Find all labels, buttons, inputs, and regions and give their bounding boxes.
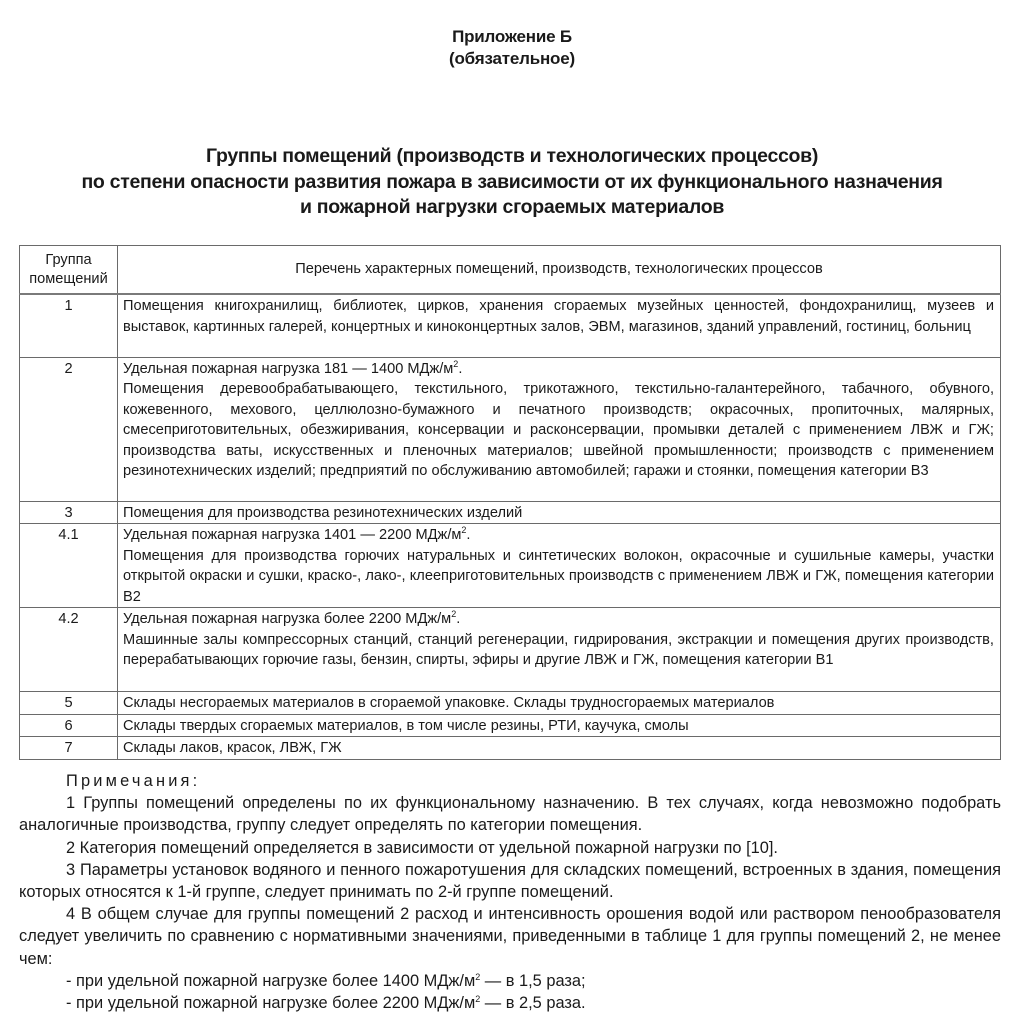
group-number: 6 bbox=[20, 714, 118, 737]
note-4-bullet-1: - при удельной пожарной нагрузке более 1400 МДж/$м^2$ — в 1,5 раза; bbox=[66, 971, 586, 990]
fire-load-line: Удельная пожарная нагрузка более 2200 МДж/$м^2$. bbox=[123, 609, 461, 627]
group-description bbox=[118, 357, 1001, 501]
note-4: 4 В общем случае для группы помещений 2 расход и интенсивность орошения водой или раствором пенообразователя следует увеличить по сравнению с нормативными значениями, приведенными в таблице 1 для группы помещений 2, не менее чем: bbox=[19, 905, 1001, 968]
notes-title: Примечания: bbox=[66, 772, 201, 790]
group-number: 3 bbox=[20, 501, 118, 524]
table-row bbox=[20, 294, 1001, 357]
group-description bbox=[118, 692, 1001, 715]
group-description bbox=[118, 714, 1001, 737]
description-text: Помещения для производства резинотехнических изделий bbox=[123, 504, 523, 521]
group-description bbox=[118, 501, 1001, 524]
document-title bbox=[0, 144, 1024, 221]
description-text: Помещения книгохранилищ, библиотек, цирков, хранения сгораемых музейных ценностей, фондохранилищ, музеев и выставок, картинных галерей, концертных и киноконцертных залов, ЭВМ, магазинов, зданий управлений, гостиниц, больниц bbox=[123, 298, 994, 335]
group-number: 7 bbox=[20, 737, 118, 760]
group-number: 1 bbox=[20, 294, 118, 357]
group-description bbox=[118, 608, 1001, 692]
appendix-label: Приложение Б bbox=[452, 27, 572, 46]
table-row bbox=[20, 501, 1001, 524]
description-text: Склады несгораемых материалов в сгораемой упаковке. Склады трудносгораемых материалов bbox=[123, 695, 775, 711]
description-text: Помещения для производства горючих натуральных и синтетических волокон, окрасочные и сушильные камеры, участки открытой окраски и сушки, краско-, лако-, клееприготовительных производств с применением ЛВЖ и ГЖ, помещения категории В2 bbox=[123, 547, 994, 605]
title-line-2: по степени опасности развития пожара в зависимости от их функционального назначения bbox=[81, 170, 943, 193]
table-row bbox=[20, 608, 1001, 692]
group-description bbox=[118, 294, 1001, 357]
description-text: Склады твердых сгораемых материалов, в том числе резины, РТИ, каучука, смолы bbox=[123, 717, 689, 734]
header-group bbox=[20, 246, 118, 295]
table-header-row bbox=[20, 246, 1001, 295]
table-row bbox=[20, 524, 1001, 608]
appendix-status: (обязательное) bbox=[449, 49, 575, 68]
group-description bbox=[118, 524, 1001, 608]
note-2: 2 Категория помещений определяется в зависимости от удельной пожарной нагрузки по [10]. bbox=[66, 838, 778, 857]
notes-section bbox=[19, 770, 1001, 1014]
table-row bbox=[20, 357, 1001, 501]
group-description bbox=[118, 737, 1001, 760]
title-line-3: и пожарной нагрузки сгораемых материалов bbox=[299, 196, 725, 218]
room-groups-table bbox=[19, 245, 1001, 760]
title-line-1: Группы помещений (производств и технологических процессов) bbox=[205, 145, 819, 167]
group-number: 5 bbox=[20, 692, 118, 715]
header-group-line-2: помещений bbox=[29, 270, 108, 287]
note-1: 1 Группы помещений определены по их функциональному назначению. В тех случаях, когда невозможно подобрать аналогичные производства, группу следует определять по категории помещения. bbox=[19, 794, 1001, 835]
table-row bbox=[20, 714, 1001, 737]
table-row bbox=[20, 692, 1001, 715]
description-text: Склады лаков, красок, ЛВЖ, ГЖ bbox=[123, 740, 342, 756]
table-row bbox=[20, 737, 1001, 760]
group-number: 4.2 bbox=[20, 608, 118, 692]
note-3: 3 Параметры установок водяного и пенного пожаротушения для складских помещений, встроенных в здания, помещения которых относятся к 1-й группе, следует принимать по 2-й группе помещений. bbox=[19, 860, 1001, 902]
description-text: Машинные залы компрессорных станций, станций регенерации, гидрирования, экстракции и помещения других производств, перерабатывающих горючие газы, бензин, спирты, эфиры и другие ЛВЖ и ГЖ, помещения категории В1 bbox=[123, 631, 994, 668]
fire-load-line: Удельная пожарная нагрузка 181 — 1400 МДж/$м^2$. bbox=[123, 358, 463, 377]
group-number: 2 bbox=[20, 357, 118, 501]
header-group-line-1: Группа bbox=[45, 252, 92, 268]
header-list: Перечень характерных помещений, производств, технологических процессов bbox=[118, 246, 1001, 295]
description-text: Помещения деревообрабатывающего, текстильного, трикотажного, текстильно-галантерейного, табачного, обувного, кожевенного, мехового, целлюлозно-бумажного и печатного производств; окрасочных, пропиточных, малярных, смесеприготовительных, обезжиривания, консервации и расконсервации, промывки деталей с применением ЛВЖ и ГЖ; производства ваты, искусственных и пленочных материалов; швейной промышленности; производств с применением резинотехнических изделий; предприятий по обслуживанию автомобилей; гаражи и стоянки, помещения категории В3 bbox=[123, 381, 994, 479]
appendix-heading bbox=[0, 26, 1024, 70]
group-number: 4.1 bbox=[20, 524, 118, 608]
fire-load-line: Удельная пожарная нагрузка 1401 — 2200 МДж/$м^2$. bbox=[123, 525, 471, 543]
note-4-bullet-2: - при удельной пожарной нагрузке более 2200 МДж/$м^2$ — в 2,5 раза. bbox=[66, 994, 586, 1013]
